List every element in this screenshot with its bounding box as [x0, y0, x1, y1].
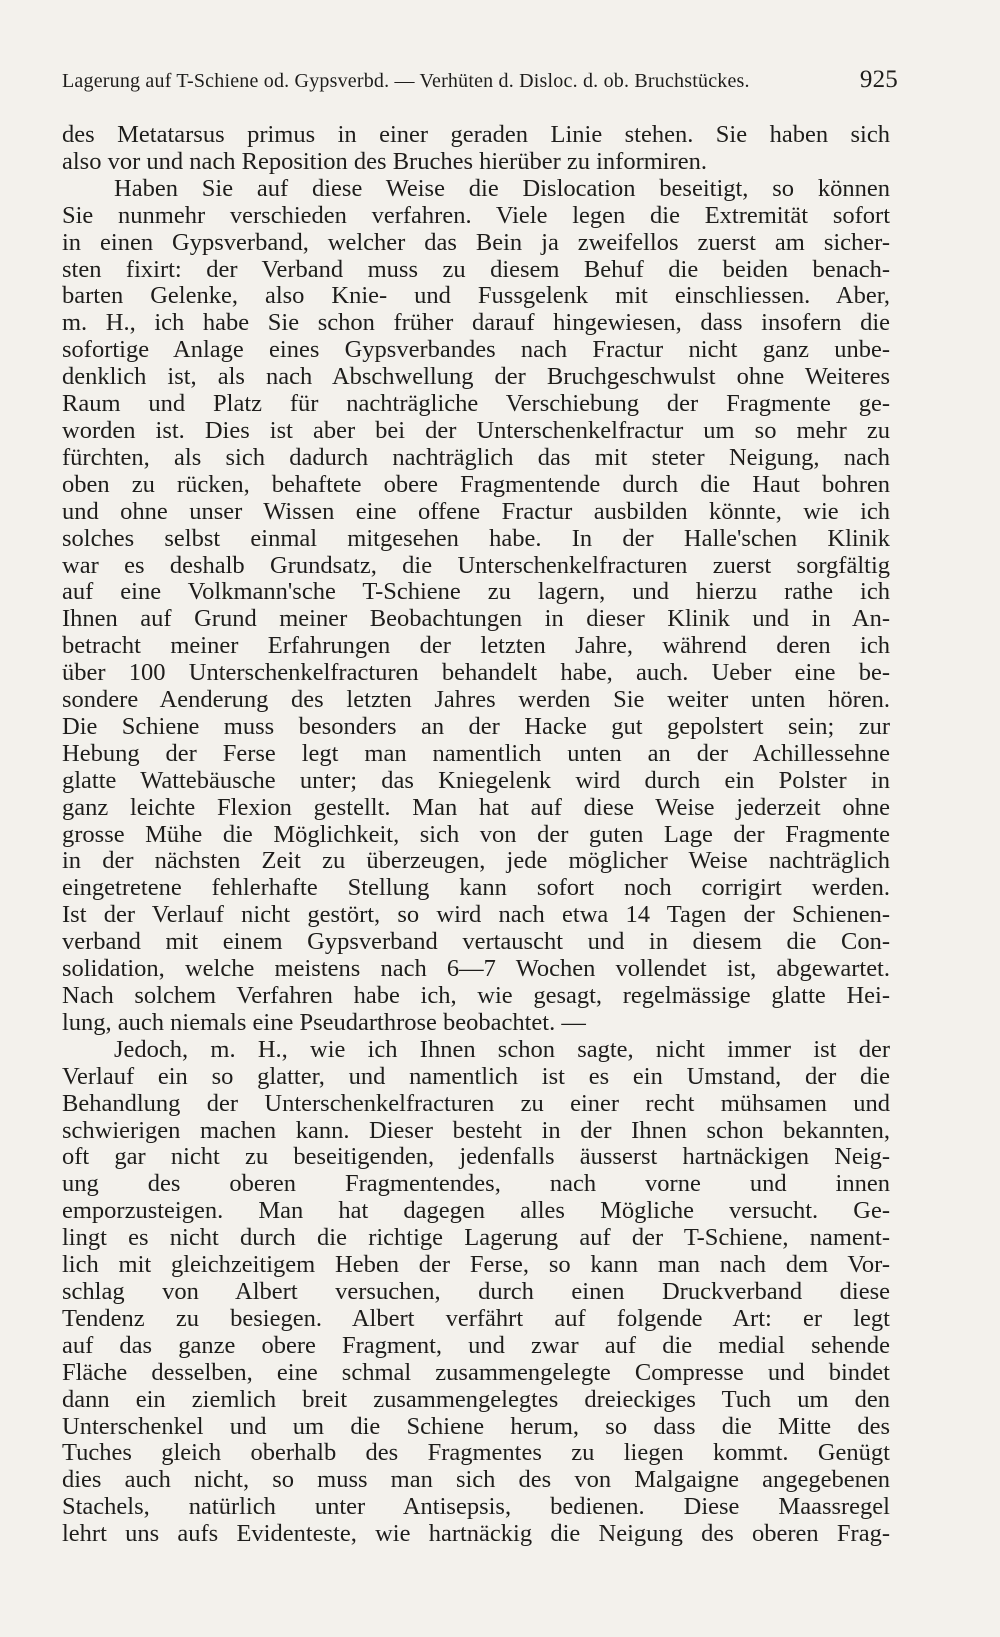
text-line: denklich ist, als nach Abschwellung der Bruchgeschwulst ohne Weiteres [62, 363, 890, 391]
text-line: lung, auch niemals eine Pseudarthrose beobachtet. — [62, 1008, 586, 1036]
text-line: sofortige Anlage eines Gypsverbandes nach Fractur nicht ganz unbe- [62, 336, 890, 364]
text-line: lingt es nicht durch die richtige Lagerung auf der T-Schiene, nament- [62, 1224, 890, 1252]
text-line: sten fixirt: der Verband muss zu diesem Behuf die beiden benach- [62, 255, 890, 283]
text-line: oft gar nicht zu beseitigenden, jedenfalls äusserst hartnäckigen Neig- [62, 1143, 890, 1171]
text-line: m. H., ich habe Sie schon früher darauf hingewiesen, dass insofern die [62, 309, 890, 337]
text-line: lich mit gleichzeitigem Heben der Ferse, so kann man nach dem Vor- [62, 1251, 890, 1279]
text-line: sondere Aenderung des letzten Jahres werden Sie weiter unten hören. [62, 686, 890, 714]
text-line: Behandlung der Unterschenkelfracturen zu einer recht mühsamen und [62, 1089, 890, 1117]
text-line: Ihnen auf Grund meiner Beobachtungen in dieser Klinik und in An- [62, 605, 890, 633]
text-line: solches selbst einmal mitgesehen habe. In der Halle'schen Klinik [62, 524, 890, 552]
text-line: Ist der Verlauf nicht gestört, so wird nach etwa 14 Tagen der Schienen- [62, 901, 890, 929]
text-line: glatte Wattebäusche unter; das Kniegelenk wird durch ein Polster in [62, 766, 890, 794]
running-title: Lagerung auf T-Schiene od. Gypsverbd. — Verhüten d. Disloc. d. ob. Bruchstückes. [62, 70, 750, 92]
text-line: Haben Sie auf diese Weise die Dislocation beseitigt, so können [114, 174, 890, 202]
text-line: Fläche desselben, eine schmal zusammengelegte Compresse und bindet [62, 1358, 890, 1386]
text-line: oben zu rücken, behaftete obere Fragmentende durch die Haut bohren [62, 470, 890, 498]
text-line: Stachels, natürlich unter Antisepsis, bedienen. Diese Maassregel [62, 1493, 890, 1521]
text-line: Tendenz zu besiegen. Albert verfährt auf folgende Art: er legt [62, 1304, 890, 1332]
text-line: Jedoch, m. H., wie ich Ihnen schon sagte, nicht immer ist der [114, 1035, 890, 1063]
text-line: betracht meiner Erfahrungen der letzten Jahre, während deren ich [62, 632, 890, 660]
text-line: Raum und Platz für nachträgliche Verschiebung der Fragmente ge- [62, 390, 890, 418]
text-line: worden ist. Dies ist aber bei der Unterschenkelfractur um so mehr zu [62, 416, 890, 444]
text-line: des Metatarsus primus in einer geraden Linie stehen. Sie haben sich [62, 121, 890, 148]
text-line: ung des oberen Fragmentendes, nach vorne und innen [62, 1170, 890, 1198]
text-line: also vor und nach Reposition des Bruches hierüber zu informiren. [62, 147, 708, 175]
page-number: 925 [859, 66, 898, 93]
page-header [62, 64, 898, 94]
text-line: in der nächsten Zeit zu überzeugen, jede möglicher Weise nachträglich [62, 847, 890, 875]
text-line: und ohne unser Wissen eine offene Fractur ausbilden könnte, wie ich [62, 497, 890, 525]
text-line: über 100 Unterschenkelfracturen behandelt habe, auch. Ueber eine be- [62, 659, 890, 687]
text-line: auf eine Volkmann'sche T-Schiene zu lagern, und hierzu rathe ich [62, 578, 890, 606]
text-line: dies auch nicht, so muss man sich des von Malgaigne angegebenen [62, 1466, 890, 1494]
text-line: Die Schiene muss besonders an der Hacke gut gepolstert sein; zur [62, 712, 890, 740]
text-line: emporzusteigen. Man hat dagegen alles Mögliche versucht. Ge- [62, 1197, 890, 1225]
text-line: war es deshalb Grundsatz, die Unterschenkelfracturen zuerst sorgfältig [62, 551, 890, 579]
text-line: auf das ganze obere Fragment, und zwar auf die medial sehende [62, 1331, 890, 1359]
text-line: in einen Gypsverband, welcher das Bein ja zweifellos zuerst am sicher- [62, 228, 890, 256]
text-line: fürchten, als sich dadurch nachträglich das mit steter Neigung, nach [62, 443, 890, 471]
text-line: lehrt uns aufs Evidenteste, wie hartnäckig die Neigung des oberen Frag- [62, 1520, 890, 1548]
text-line: Sie nunmehr verschieden verfahren. Viele legen die Extremität sofort [62, 201, 890, 229]
text-line: barten Gelenke, also Knie- und Fussgelenk mit einschliessen. Aber, [62, 282, 890, 310]
text-line: Verlauf ein so glatter, und namentlich ist es ein Umstand, der die [62, 1062, 890, 1090]
text-line: Hebung der Ferse legt man namentlich unten an der Achillessehne [62, 739, 890, 767]
text-line: ganz leichte Flexion gestellt. Man hat auf diese Weise jederzeit ohne [62, 793, 890, 821]
text-line: Unterschenkel und um die Schiene herum, so dass die Mitte des [62, 1412, 890, 1440]
body-text [62, 122, 890, 1548]
text-line: grosse Mühe die Möglichkeit, sich von der guten Lage der Fragmente [62, 820, 890, 848]
text-line: schlag von Albert versuchen, durch einen Druckverband diese [62, 1277, 890, 1305]
text-line: verband mit einem Gypsverband vertauscht und in diesem die Con- [62, 928, 890, 956]
text-line: eingetretene fehlerhafte Stellung kann sofort noch corrigirt werden. [62, 874, 890, 902]
text-line: Nach solchem Verfahren habe ich, wie gesagt, regelmässige glatte Hei- [62, 982, 890, 1009]
text-line: Tuches gleich oberhalb des Fragmentes zu liegen kommt. Genügt [62, 1439, 890, 1467]
text-line: solidation, welche meistens nach 6—7 Wochen vollendet ist, abgewartet. [62, 955, 890, 983]
text-line: schwierigen machen kann. Dieser besteht in der Ihnen schon bekannten, [62, 1116, 890, 1144]
text-line: dann ein ziemlich breit zusammengelegtes dreieckiges Tuch um den [62, 1385, 890, 1413]
